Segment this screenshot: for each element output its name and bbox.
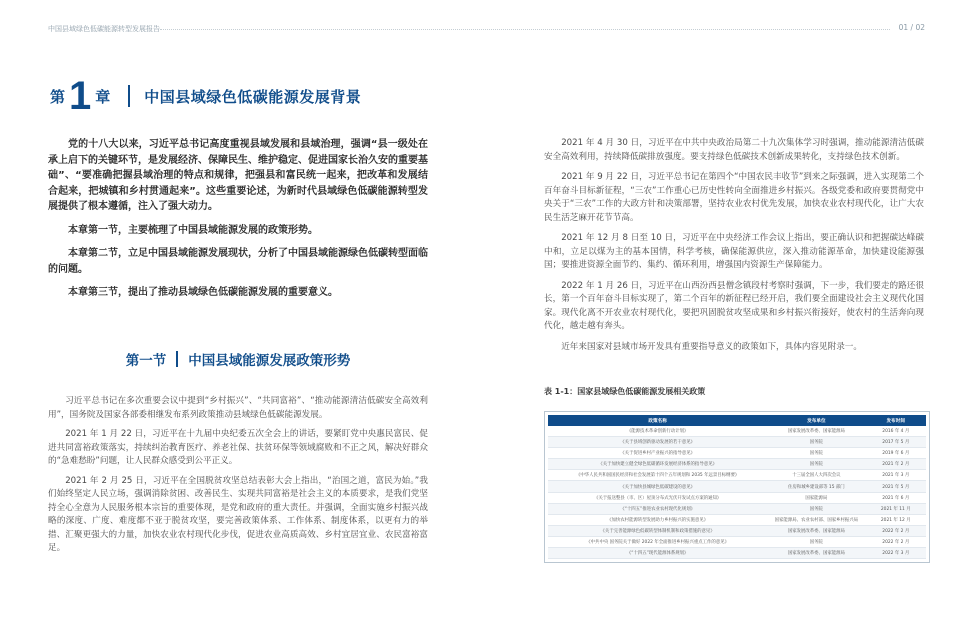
chapter-divider: [128, 85, 130, 107]
chapter-suffix: 章: [95, 87, 111, 106]
issuer-cell: 国家发展改革委、国家能源局: [767, 525, 865, 536]
policy-name-cell: 《关于完善能源绿色低碳转型体制机制和政策措施的意见》: [548, 525, 767, 536]
issuer-cell: 国家能源局: [767, 492, 865, 503]
policy-name-cell: 《关于促进乡村产业振兴的指导意见》: [548, 448, 767, 459]
intro-paragraph: 本章第一节，主要梳理了中国县域能源发展的政策形势。: [68, 224, 318, 236]
date-cell: 2022 年 2 月: [866, 525, 927, 536]
body-paragraph: 2021 年 12 月 8 日至 10 日，习近平在中央经济工作会议上指出，要正确认识和把握碳达峰碳中和，立足以煤为主的基本国情，科学考核，确保能源供应，深入推动能源革命，加快建设能源强国；要推进资源全面节约、集约、循环利用，增强国内资源生产保障能力。: [544, 233, 924, 270]
date-cell: 2021 年 12 月: [866, 514, 927, 525]
chapter-heading: [50, 74, 361, 118]
policy-name-cell: 《能源技术革命创新行动计划》: [548, 426, 767, 437]
table-row: [548, 548, 926, 559]
issuer-cell: 国务院: [767, 459, 865, 470]
intro-text: [48, 137, 428, 301]
issuer-cell: 国家发展改革委、国家能源局: [767, 548, 865, 559]
column-header: 发布时间: [866, 415, 927, 426]
table-row: [548, 525, 926, 536]
table-row: [548, 514, 926, 525]
section-label: 第一节: [125, 353, 167, 369]
intro-paragraph: 本章第二节，立足中国县域能源发展现状，分析了中国县域能源绿色低碳转型面临的问题。: [48, 248, 428, 275]
chapter-number: 1: [69, 74, 92, 118]
issuer-cell: 住房和城乡建设部等 15 部门: [767, 481, 865, 492]
date-cell: 2017 年 5 月: [866, 437, 927, 448]
body-paragraph: 习近平总书记在多次重要会议中提到“乡村振兴”、“共同富裕”、“推动能源清洁低碳安全高效利用”，国务院及国家各部委相继发布系列政策推动县域绿色低碳能源发展。: [48, 396, 428, 420]
issuer-cell: 国务院: [767, 503, 865, 514]
section-body: [48, 395, 428, 556]
table-row: [548, 492, 926, 503]
body-paragraph: 2021 年 4 月 30 日，习近平在中共中央政治局第二十九次集体学习时强调，推动能源清洁低碳安全高效利用，持续降低碳排放强度。要支持绿色低碳技术创新成果转化，支持绿色技术创新。: [544, 138, 924, 162]
running-header: 中国县域绿色低碳能源转型发展报告: [48, 25, 160, 33]
policy-name-cell: 《“十四五”现代能源体系规划》: [548, 548, 767, 559]
table-row: [548, 503, 926, 514]
policy-name-cell: 《关于县域创新驱动发展的若干意见》: [548, 437, 767, 448]
policy-name-cell: 《关于加快县城绿色低碳建设的意见》: [548, 481, 767, 492]
right-column-text: [544, 137, 924, 354]
policy-name-cell: 《中共中央 国务院关于做好 2022 年全面推进乡村振兴重点工作的意见》: [548, 536, 767, 547]
issuer-cell: 国家能源局、农业农村部、国家乡村振兴局: [767, 514, 865, 525]
table-row: [548, 481, 926, 492]
date-cell: 2016 年 4 月: [866, 426, 927, 437]
date-cell: 2021 年 6 月: [866, 492, 927, 503]
issuer-cell: 国务院: [767, 536, 865, 547]
policy-name-cell: 《中华人民共和国国民经济和社会发展第十四个五年规划和 2035 年远景目标纲要》: [548, 470, 767, 481]
body-paragraph: 2021 年 2 月 25 日，习近平在全国脱贫攻坚总结表彰大会上指出，“治国之道，富民为始。”我们始终坚定人民立场，强调消除贫困、改善民生、实现共同富裕是社会主义的本质要求，是我们党坚持全心全意为人民服务根本宗旨的重要体现，是党和政府的重大责任。并强调，全面实施乡村振兴战略的深度、广度、难度都不亚于脱贫攻坚，要完善政策体系、工作体系、制度体系，以更有力的举措、汇聚更强大的力量，加快农业农村现代化步伐，促进农业高质高效、乡村宜居宜业、农民富裕富足。: [48, 475, 428, 553]
table-row: [548, 470, 926, 481]
table-row: [548, 426, 926, 437]
section-heading: [48, 349, 428, 369]
issuer-cell: 十三届全国人大四次会议: [767, 470, 865, 481]
intro-paragraph: 党的十八大以来，习近平总书记高度重视县域发展和县域治理，强调“县一级处在承上启下的关键环节，是发展经济、保障民生、维护稳定、促进国家长治久安的重要基础”、“要准确把握县域治理的特点和规律，把强县和富民统一起来，把改革和发展结合起来，把城镇和乡村贯通起来”。这些重要论述，为新时代县域绿色低碳能源转型发展提供了根本遵循，注入了强大动力。: [48, 139, 428, 212]
date-cell: 2019 年 6 月: [866, 448, 927, 459]
policy-name-cell: 《关于报送整县（市、区）屋顶分布式光伏开发试点方案的通知》: [548, 492, 767, 503]
policy-name-cell: 《关于加快建立健全绿色低碳循环发展经济体系的指导意见》: [548, 459, 767, 470]
policy-name-cell: 《“十四五”推进农业农村现代化规划》: [548, 503, 767, 514]
header-divider: [160, 29, 890, 30]
table-header-row: [548, 415, 926, 426]
table-row: [548, 437, 926, 448]
chapter-title: 中国县域绿色低碳能源发展背景: [144, 87, 362, 106]
date-cell: 2021 年 11 月: [866, 503, 927, 514]
table-row: [548, 536, 926, 547]
section-title: 中国县域能源发展政策形势: [188, 353, 351, 369]
table-caption: 表 1-1：国家县域绿色低碳能源发展相关政策: [544, 387, 706, 396]
section-divider: [176, 351, 178, 367]
body-paragraph: 2021 年 1 月 22 日，习近平在十九届中央纪委五次全会上的讲话，要紧盯党中央惠民富民、促进共同富裕政策落实，持续纠治教育医疗、养老社保、扶贫环保等领域腐败和不正之风，解决好群众的“急难愁盼”问题，让人民群众感受到公平正义。: [48, 429, 428, 466]
date-cell: 2022 年 2 月: [866, 536, 927, 547]
table-row: [548, 459, 926, 470]
policy-table: [544, 411, 930, 563]
table-row: [548, 448, 926, 459]
chapter-prefix: 第: [50, 87, 66, 106]
date-cell: 2021 年 2 月: [866, 459, 927, 470]
issuer-cell: 国务院: [767, 448, 865, 459]
issuer-cell: 国家发展改革委、国家能源局: [767, 426, 865, 437]
date-cell: 2021 年 5 月: [866, 481, 927, 492]
date-cell: 2022 年 3 月: [866, 548, 927, 559]
intro-paragraph: 本章第三节，提出了推动县域绿色低碳能源发展的重要意义。: [68, 287, 338, 298]
issuer-cell: 国务院: [767, 437, 865, 448]
body-paragraph: 近年来国家对县域市场开发具有重要指导意义的政策如下，具体内容见附录一。: [561, 341, 862, 352]
column-header: 政策名称: [548, 415, 767, 426]
date-cell: 2021 年 3 月: [866, 470, 927, 481]
policy-name-cell: 《加快农村能源转型发展助力乡村振兴的实施意见》: [548, 514, 767, 525]
column-header: 发布单位: [767, 415, 865, 426]
page-number: 01 / 02: [898, 23, 925, 32]
body-paragraph: 2022 年 1 月 26 日，习近平在山西汾西县僧念镇段村考察时强调，下一步，我们要走的路还很长，第一个百年奋斗目标实现了，第二个百年的新征程已经开启，我们要全面建设社会主义现代化国家。现代化离不开农业农村现代化，要把巩固脱贫攻坚成果和乡村振兴衔接好，使农村的生活奔向现代化，越走越有奔头。: [544, 280, 924, 331]
body-paragraph: 2021 年 9 月 22 日，习近平总书记在第四个“中国农民丰收节”到来之际强调，进入实现第二个百年奋斗目标新征程，“三农”工作重心已历史性转向全面推进乡村振兴。各级党委和政府要贯彻党中央关于“三农”工作的大政方针和决策部署，坚持农业农村优先发展，加快农业农村现代化，让广大农民生活芝麻开花节节高。: [544, 172, 924, 223]
